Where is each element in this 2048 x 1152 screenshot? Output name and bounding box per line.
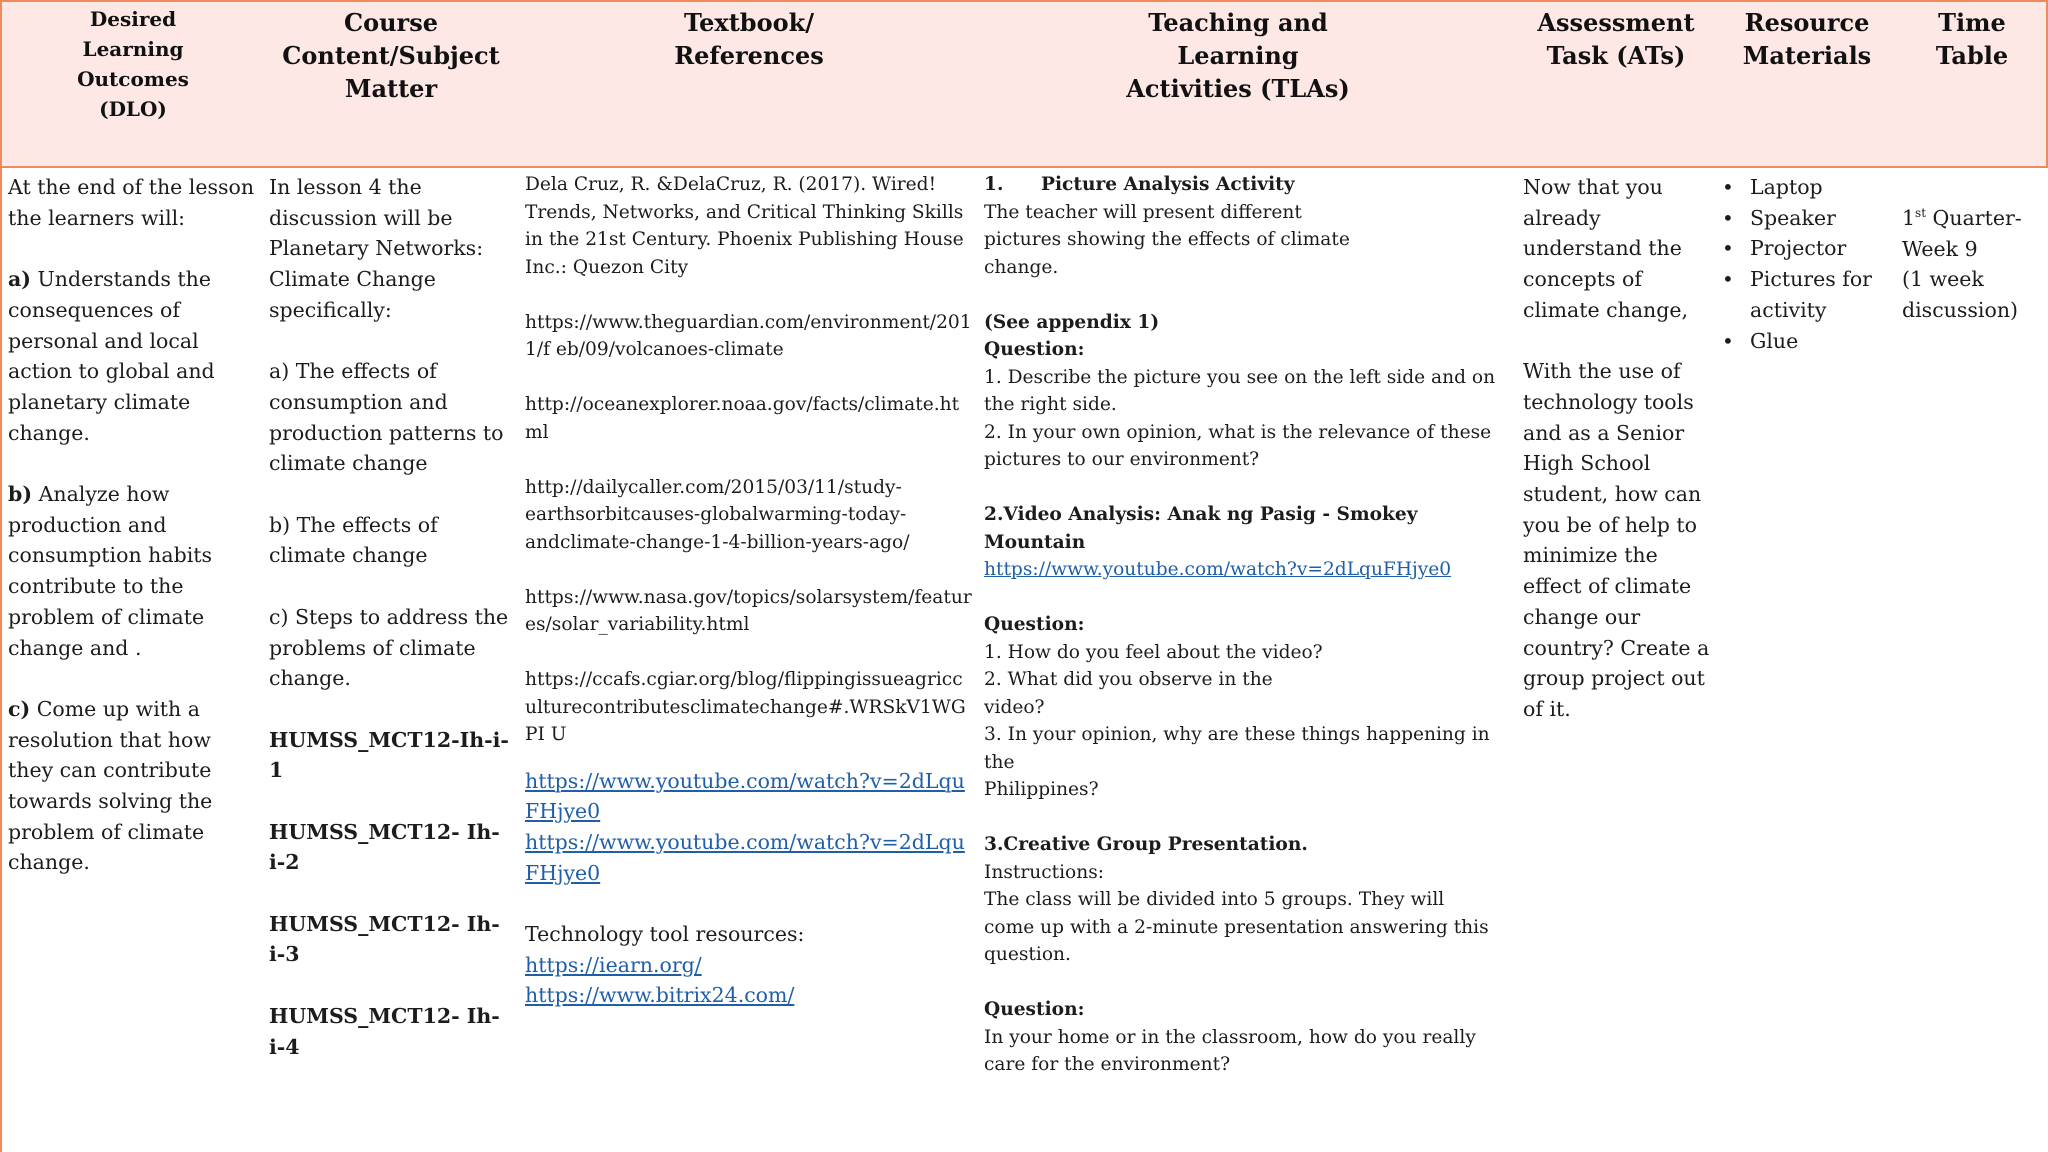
header-assessment-task: [1512, 6, 1720, 72]
course-topic-a: a) The effects of consumption and production patterns to climate change: [269, 359, 504, 476]
activity-1-question: 1. Describe the picture you see on the left side and on the right side.: [984, 366, 1496, 415]
technology-tools-label: Technology tool resources:: [525, 922, 805, 946]
resource-item-label: Pictures for activity: [1750, 267, 1872, 322]
textbook-citation: Dela Cruz, R. &DelaCruz, R. (2017). Wired! Trends, Networks, and Critical Thinking Skills in the 21st Century. Phoenix Publishing House Inc.: Quezon City: [525, 174, 964, 278]
appendix-note: (See appendix 1): [984, 311, 1160, 333]
dlo-outcome-a: [8, 264, 262, 448]
header-dlo-line: (DLO): [99, 97, 167, 121]
list-item: [1718, 264, 1892, 325]
resource-materials-cell: [1718, 172, 1892, 356]
header-resource-materials: [1720, 6, 1894, 72]
header-dlo-line: Desired: [89, 7, 177, 31]
course-content-cell: [269, 172, 515, 1062]
week-label: Week 9: [1902, 236, 1978, 261]
table-header-row: [0, 0, 2048, 168]
header-resources-line: Materials: [1742, 41, 1872, 70]
activity-1-heading: [984, 171, 1500, 199]
header-time-table: [1894, 6, 2048, 72]
header-teaching-learning-activities: [980, 6, 1496, 105]
competency-code: HUMSS_MCT12- Ih-i-2: [269, 819, 500, 875]
activity-2-question: video?: [984, 696, 1045, 718]
header-course-line: Matter: [344, 74, 438, 103]
resource-list: [1718, 172, 1892, 356]
header-course-content: [264, 6, 518, 105]
header-resources-line: Resource: [1744, 8, 1870, 37]
textbook-references-cell: [525, 171, 973, 1011]
assessment-intro: Now that you already understand the concepts of climate change,: [1523, 175, 1689, 322]
activity-3-instructions: The class will be divided into 5 groups. They will come up with a 2-minute presentation answering this question.: [984, 889, 1489, 965]
activity-1-title: Picture Analysis Activity: [1041, 174, 1295, 195]
list-item: [1718, 233, 1892, 264]
video-link[interactable]: https://www.youtube.com/watch?v=2dLquFHjye0: [984, 559, 1452, 580]
reference-url: https://www.theguardian.com/environment/2011/f eb/09/volcanoes-climate: [525, 311, 972, 360]
activity-3-title: 3.Creative Group Presentation.: [984, 834, 1308, 855]
dlo-a-label: a): [8, 267, 31, 292]
dlo-outcome-c: [8, 694, 262, 878]
assessment-cell: [1523, 172, 1713, 725]
instructions-label: Instructions:: [984, 861, 1105, 883]
resource-item-label: Laptop: [1750, 175, 1823, 199]
dlo-b-label: b): [8, 482, 33, 506]
youtube-link[interactable]: https://www.youtube.com/watch?v=2dLquFHjye0: [525, 768, 965, 824]
quarter-label: [1902, 203, 2048, 234]
resource-item-label: Speaker: [1750, 205, 1836, 230]
header-textbook-line: Textbook/: [684, 8, 814, 37]
dlo-c-text: Come up with a resolution that how they can contribute towards solving the problem of climate change.: [8, 696, 213, 875]
activity-3-question: In your home or in the classroom, how do you really care for the environment?: [984, 1026, 1476, 1075]
header-textbook-references: [518, 6, 980, 72]
header-tla-line: Activities (TLAs): [1126, 74, 1350, 103]
activity-2-question: Philippines?: [984, 779, 1099, 800]
bullet-icon: •: [1722, 328, 1734, 353]
question-label: Question:: [984, 614, 1085, 635]
reference-url: https://www.nasa.gov/topics/solarsystem/features/solar_variability.html: [525, 586, 972, 635]
header-dlo-line: Learning: [82, 37, 184, 61]
dlo-b-text: Analyze how production and consumption habits contribute to the problem of climate change and .: [8, 482, 213, 660]
activity-2-question: 3. In your opinion, why are these things happening in the: [984, 724, 1490, 773]
reference-url: http://dailycaller.com/2015/03/11/study-earthsorbitcauses-globalwarming-today-andclimate-change-1-4-billion-years-ago/: [525, 476, 910, 553]
dlo-intro: At the end of the lesson the learners will:: [8, 175, 255, 230]
header-assessment-line: Assessment: [1537, 8, 1695, 37]
reference-url: http://oceanexplorer.noaa.gov/facts/climate.html: [525, 394, 960, 443]
bullet-icon: •: [1722, 205, 1734, 230]
bullet-icon: •: [1722, 175, 1734, 199]
dlo-c-label: c): [8, 696, 31, 721]
header-tla-line: Teaching and: [1148, 8, 1328, 37]
quarter-number: 1: [1902, 206, 1916, 230]
list-item: [1718, 326, 1892, 357]
header-tla-line: Learning: [1177, 41, 1299, 70]
list-item: [1718, 203, 1892, 234]
reference-url: https://ccafs.cgiar.org/blog/flippingissueagricculturecontributesclimatechange#.WRSkV1WGPI U: [525, 669, 966, 745]
competency-code: HUMSS_MCT12-Ih-i-1: [269, 727, 509, 783]
resource-item-label: Projector: [1750, 236, 1847, 261]
header-time-line: Time: [1938, 8, 2006, 37]
course-intro: In lesson 4 the discussion will be Planetary Networks: Climate Change specifically:: [269, 175, 484, 322]
header-course-line: Course: [344, 8, 438, 37]
quarter-text: Quarter-: [1926, 206, 2022, 230]
activity-2-question: 2. What did you observe in the: [984, 669, 1273, 690]
dlo-cell: [8, 172, 262, 878]
bullet-icon: •: [1722, 267, 1734, 292]
activity-1-description: The teacher will present different pictures showing the effects of climate change.: [984, 201, 1350, 278]
header-course-line: Content/Subject: [282, 41, 500, 70]
header-dlo: [2, 4, 264, 124]
header-dlo-line: Outcomes: [77, 67, 189, 91]
competency-code: HUMSS_MCT12- Ih-i-3: [269, 911, 500, 967]
activity-1-question: 2. In your own opinion, what is the relevance of these pictures to our environment?: [984, 421, 1492, 470]
youtube-link[interactable]: https://www.youtube.com/watch?v=2dLquFHjye0: [525, 829, 965, 885]
header-textbook-line: References: [674, 41, 824, 70]
iearn-link[interactable]: https://iearn.org/: [525, 952, 702, 977]
dlo-a-text: Understands the consequences of personal and local action to global and planetary climate change.: [8, 267, 215, 445]
activity-2-question: 1. How do you feel about the video?: [984, 641, 1323, 663]
table-left-border: [0, 168, 2, 1152]
bullet-icon: •: [1722, 236, 1734, 261]
header-assessment-line: Task (ATs): [1546, 41, 1686, 70]
time-table-cell: [1902, 203, 2048, 326]
tla-cell: [984, 171, 1500, 1079]
activity-1-number: 1.: [984, 174, 1004, 195]
dlo-outcome-b: [8, 479, 262, 663]
quarter-ordinal: st: [1915, 206, 1927, 221]
question-label: Question:: [984, 339, 1085, 360]
duration-label: (1 week discussion): [1902, 267, 2019, 323]
header-time-line: Table: [1935, 41, 2009, 70]
resource-item-label: Glue: [1750, 328, 1799, 353]
activity-2-title: 2.Video Analysis: Anak ng Pasig - Smokey Mountain: [984, 504, 1418, 553]
course-topic-c: c) Steps to address the problems of climate change.: [269, 604, 509, 691]
list-item: [1718, 172, 1892, 203]
bitrix24-link[interactable]: https://www.bitrix24.com/: [525, 983, 795, 1008]
assessment-task: With the use of technology tools and as a Senior High School student, how can you be of help to minimize the effect of climate change our country? Create a group project out of it.: [1523, 359, 1710, 721]
question-label: Question:: [984, 999, 1085, 1020]
competency-code: HUMSS_MCT12- Ih-i-4: [269, 1003, 500, 1059]
course-topic-b: b) The effects of climate change: [269, 512, 438, 568]
